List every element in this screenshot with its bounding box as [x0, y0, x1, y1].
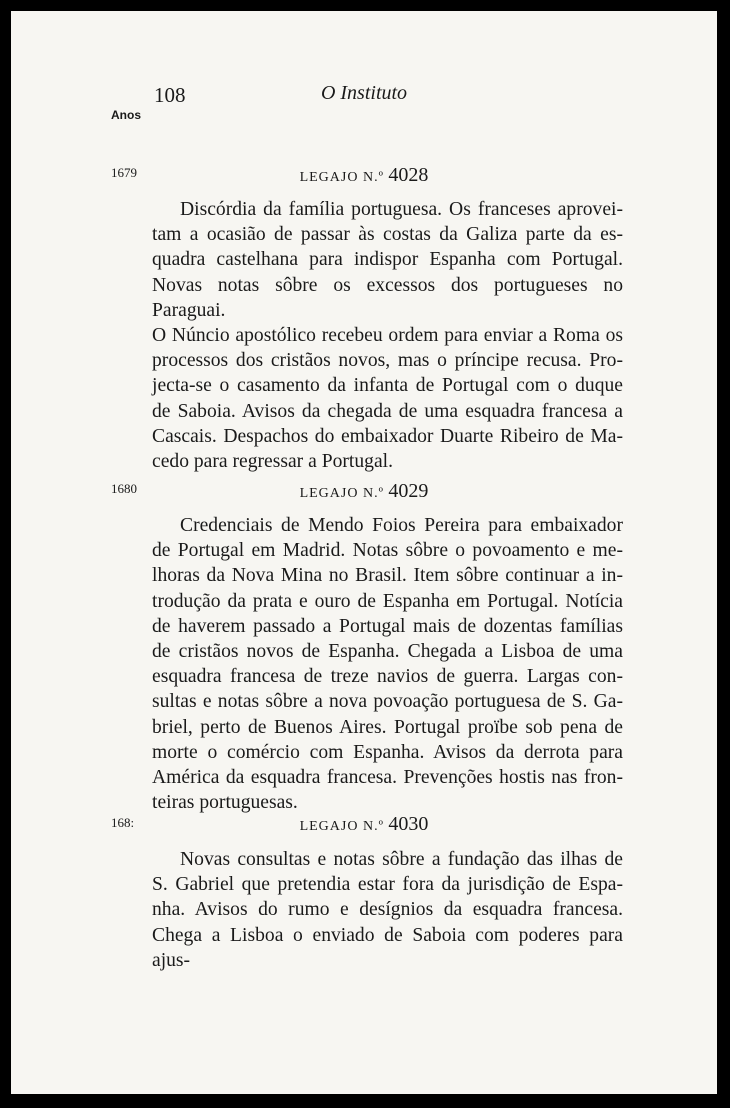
legajo-prefix: LEGAJO N.º [299, 819, 384, 834]
legajo-prefix: LEGAJO N.º [299, 486, 384, 501]
text-line: Chega a Lisboa o enviado de Saboia com poderes para ajus- [152, 924, 623, 971]
text-line: esquadra francesa de treze navios de guerra. Largas con- [152, 666, 623, 688]
text-line: de haverem passado a Portugal mais de dozentas famílias [152, 615, 623, 637]
page-number: 108 [154, 83, 186, 107]
text-line: tam a ocasião de passar às costas da Galiza parte da es- [152, 224, 623, 246]
text-line: América da esquadra francesa. Prevenções hostis nas fron- [152, 767, 623, 789]
text-line: morte o comércio com Espanha. Avisos da derrota para [152, 741, 623, 763]
margin-year: 1680 [111, 481, 137, 496]
text-line: cedo para regressar a Portugal. [152, 451, 393, 473]
margin-label-anos: Anos [111, 108, 141, 122]
text-line: lhoras da Nova Mina no Brasil. Item sôbre continuar a in- [152, 565, 623, 587]
text-line: de cristãos novos de Espanha. Chegada a Lisboa de uma [152, 641, 623, 663]
margin-year: 168: [111, 815, 135, 830]
text-line: de Portugal em Madrid. Notas sôbre o povoamento e me- [152, 540, 623, 562]
entry-paragraph [152, 197, 623, 474]
legajo-number: 4030 [388, 813, 429, 835]
text-line: Credenciais de Mendo Foios Pereira para embaixador [180, 515, 623, 536]
entry-paragraph [152, 513, 623, 815]
text-line: trodução da prata e ouro de Espanha em Portugal. Notícia [152, 590, 623, 612]
legajo-heading [11, 164, 717, 187]
text-line: Novas consultas e notas sôbre a fundação das ilhas de [180, 849, 623, 870]
legajo-heading [11, 480, 717, 503]
text-line: Discórdia da família portuguesa. Os franceses aprovei- [180, 199, 623, 220]
legajo-number: 4028 [388, 164, 429, 186]
book-page [11, 11, 717, 1094]
running-title: O Instituto [320, 82, 408, 104]
text-line: processos dos cristãos novos, mas o príncipe recusa. Pro- [152, 350, 623, 372]
text-line: S. Gabriel que pretendia estar fora da jurisdição de Espa- [152, 874, 623, 896]
entry-paragraph [152, 847, 623, 973]
text-line: sultas e notas sôbre a nova povoação portuguesa de S. Ga- [152, 691, 623, 713]
text-line: nha. Avisos do rumo e desígnios da esquadra francesa. [152, 899, 623, 921]
text-line: Novas notas sôbre os excessos dos portugueses no Paraguai. [152, 274, 623, 321]
text-line: Cascais. Despachos do embaixador Duarte Ribeiro de Ma- [152, 425, 623, 447]
text-line: teiras portuguesas. [152, 792, 298, 814]
legajo-heading [11, 813, 717, 836]
text-line: quadra castelhana para indispor Espanha com Portugal. [152, 249, 623, 271]
text-line: O Núncio apostólico recebeu ordem para enviar a Roma os [152, 325, 623, 347]
margin-year: 1679 [111, 165, 137, 180]
text-line: briel, perto de Buenos Aires. Portugal proïbe sob pena de [152, 716, 623, 738]
text-line: jecta-se o casamento da infanta de Portugal com o duque [152, 375, 623, 397]
legajo-number: 4029 [388, 480, 429, 502]
legajo-prefix: LEGAJO N.º [299, 170, 384, 185]
text-line: de Saboia. Avisos da chegada de uma esquadra francesa a [152, 400, 623, 422]
